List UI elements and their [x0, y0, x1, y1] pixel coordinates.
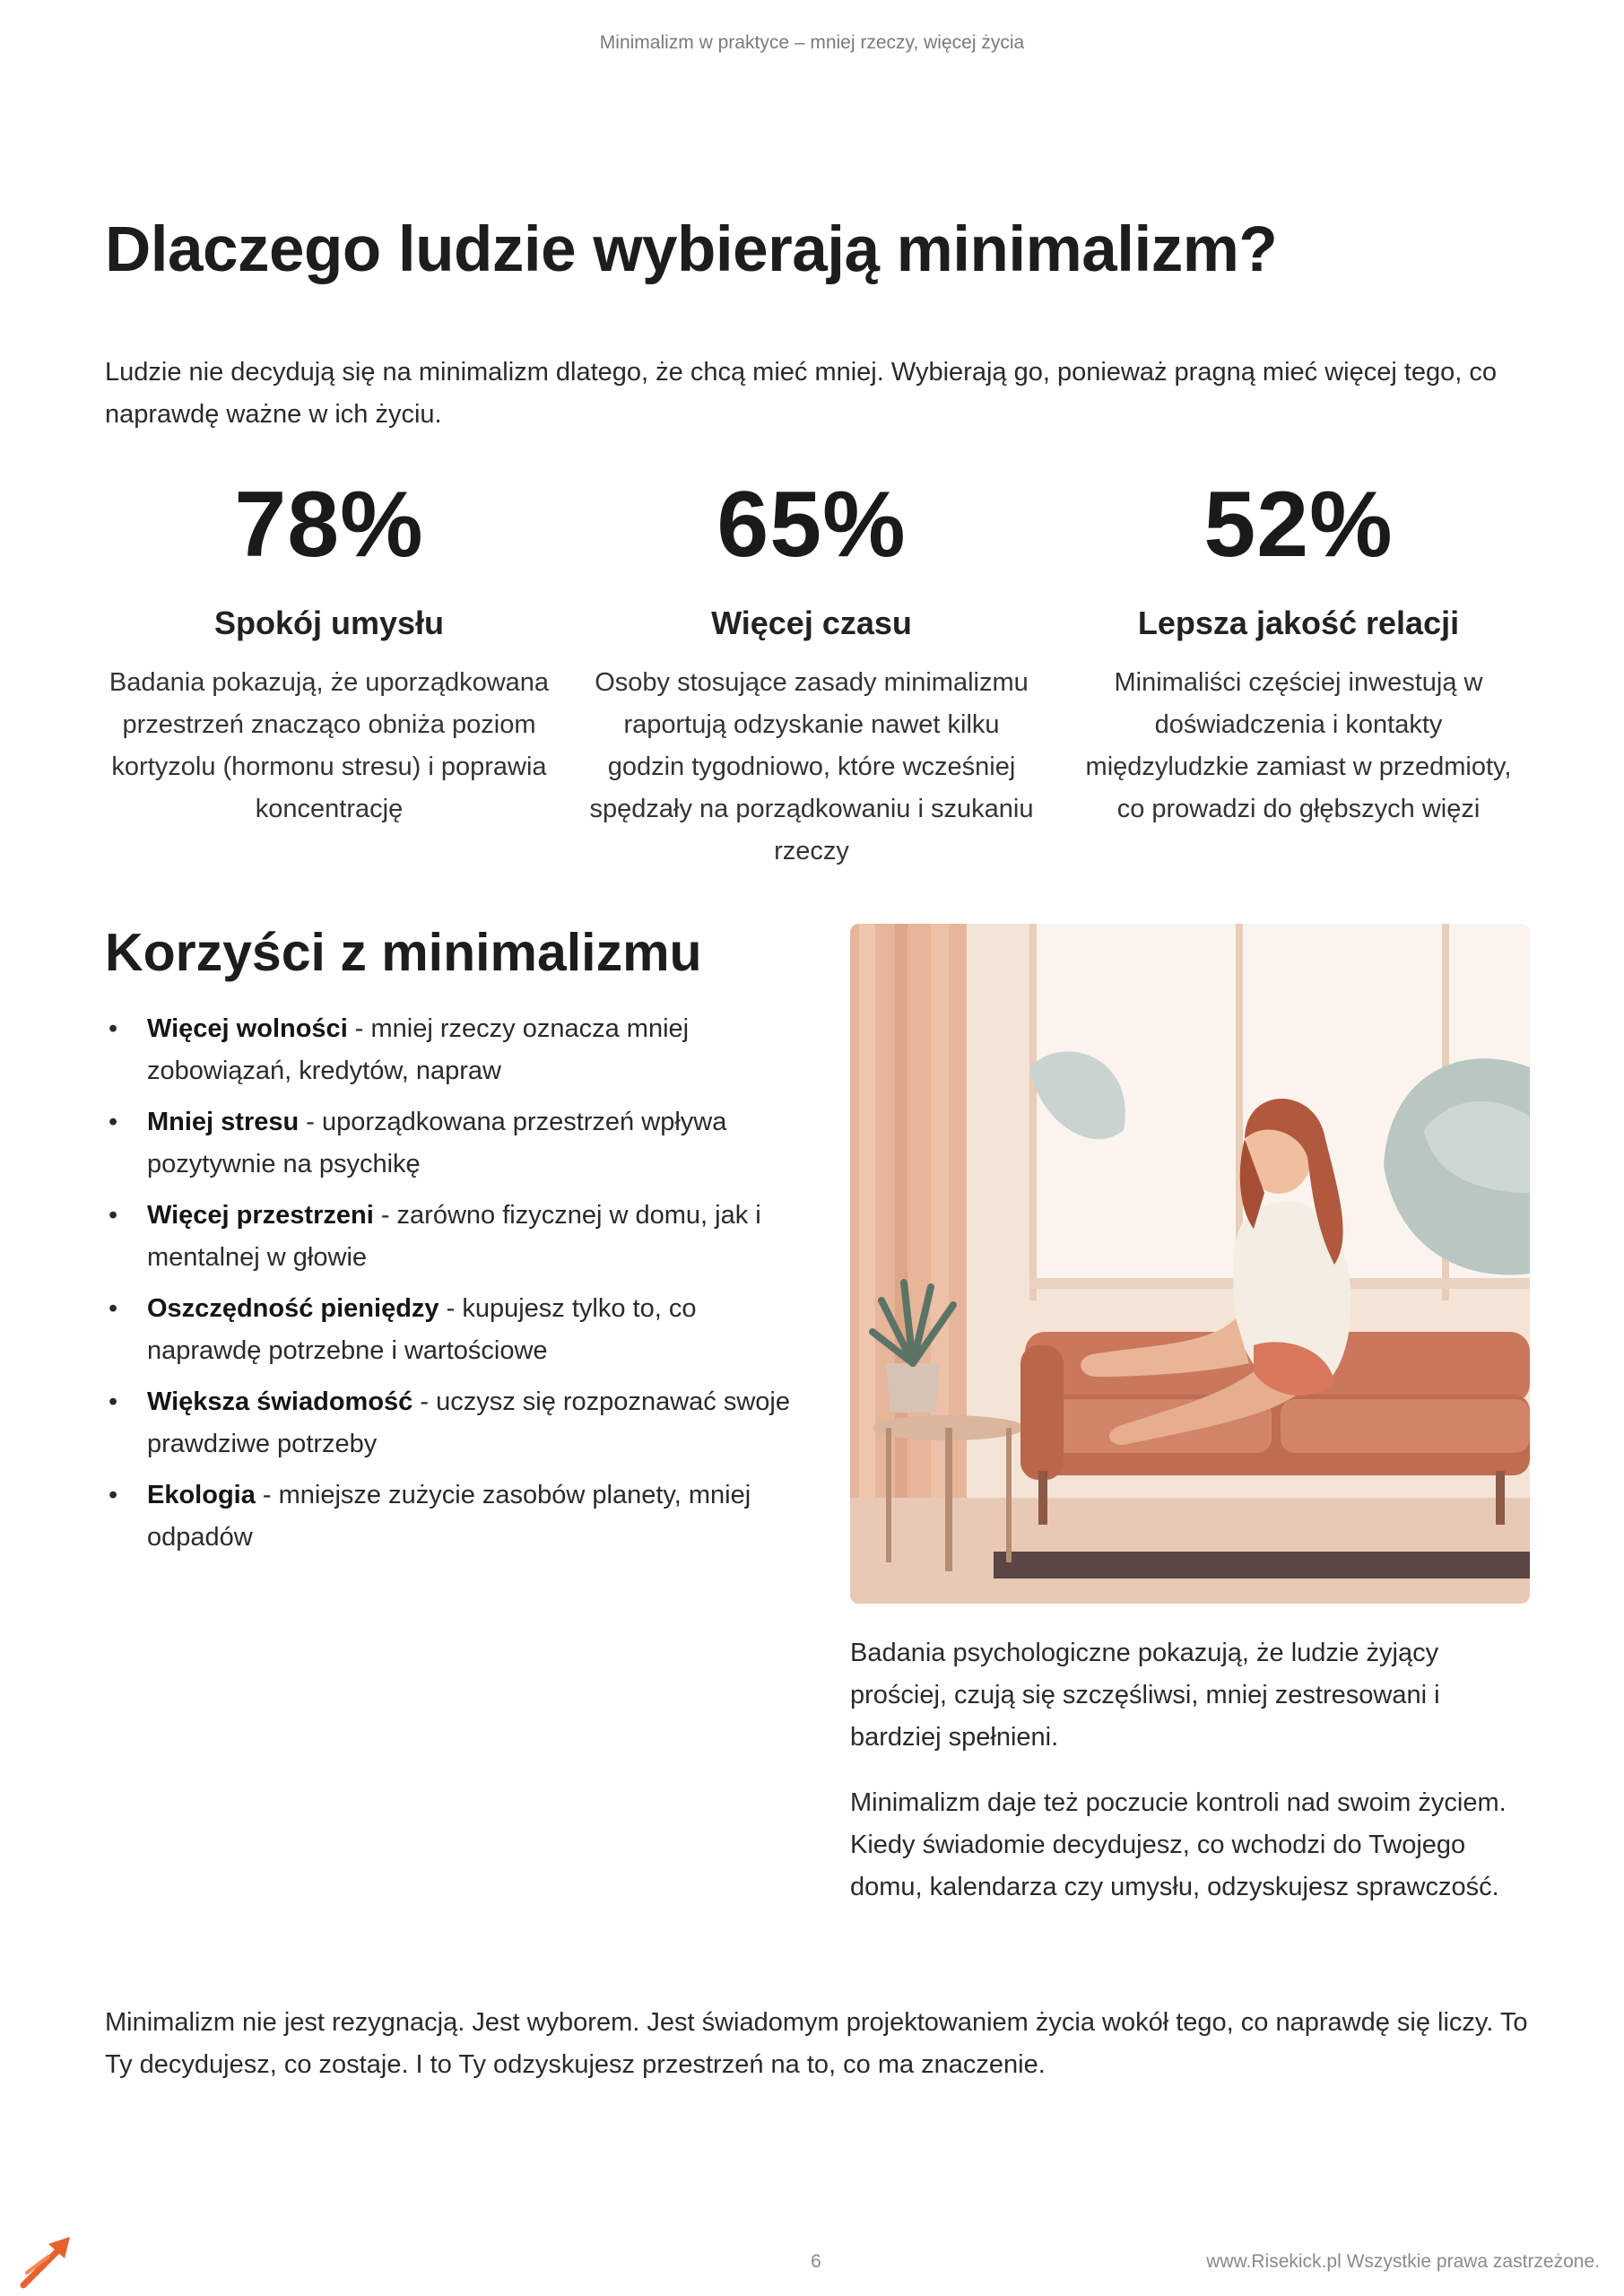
benefit-term: Ekologia: [147, 1481, 256, 1509]
list-item: [105, 1101, 804, 1186]
benefit-text: - mniejsze zużycie zasobów planety, mniej odpadów: [147, 1481, 751, 1552]
benefit-text: - zarówno fizycznej w domu, jak i mentalnej w głowie: [147, 1201, 761, 1272]
benefit-text: - mniej rzeczy oznacza mniej zobowiązań, kredytów, napraw: [147, 1014, 690, 1085]
benefit-text: - uczysz się rozpoznawać swoje prawdziwe potrzeby: [147, 1387, 790, 1458]
list-item: [105, 1195, 804, 1279]
bullet: •: [109, 1014, 118, 1043]
list-item: [105, 1008, 804, 1092]
side-paragraph: Badania psychologiczne pokazują, że ludzie żyjący prościej, czują się szczęśliwsi, mniej zestresowani i bardziej spełnieni.: [850, 1639, 1440, 1752]
stat-value: 52%: [1203, 473, 1394, 577]
stat-value: 78%: [234, 473, 424, 577]
benefit-term: Większa świadomość: [147, 1387, 413, 1416]
stat-label: Spokój umysłu: [213, 604, 445, 641]
bullet: •: [109, 1201, 118, 1230]
stat-description: Minimaliści częściej inwestują w doświadczenia i kontakty międzyludzkie zamiast w przedmioty, co prowadzi do głębszych więzi: [1085, 668, 1512, 823]
page-title: Dlaczego ludzie wybierają minimalizm?: [105, 214, 1278, 285]
benefits-list: [105, 1008, 804, 1568]
benefit-text: - uporządkowana przestrzeń wpływa pozytywnie na psychikę: [147, 1108, 727, 1178]
benefits-heading: Korzyści z minimalizmu: [105, 923, 702, 982]
stat-label: Więcej czasu: [711, 604, 912, 641]
bullet: •: [109, 1294, 118, 1323]
bullet: •: [109, 1387, 118, 1416]
footer-copyright: www.Risekick.pl Wszystkie prawa zastrzeżone.: [1206, 2251, 1600, 2272]
benefit-term: Więcej wolności: [147, 1014, 348, 1043]
stat-more-time: [587, 466, 1036, 873]
side-paragraph: Minimalizm daje też poczucie kontroli nad swoim życiem. Kiedy świadomie decydujesz, co wchodzi do Twojego domu, kalendarza czy umysłu, odzyskujesz sprawczość.: [850, 1788, 1507, 1901]
intro-paragraph: Ludzie nie decydują się na minimalizm dlatego, że chcą mieć mniej. Wybierają go, ponieważ pragną mieć więcej tego, co naprawdę ważne w ich życiu.: [105, 358, 1498, 429]
stat-peace-of-mind: [105, 466, 553, 831]
stat-value: 65%: [716, 473, 907, 577]
benefit-term: Mniej stresu: [147, 1108, 300, 1136]
stat-description: Badania pokazują, że uporządkowana przestrzeń znacząco obniża poziom kortyzolu (hormonu stresu) i poprawia koncentrację: [109, 668, 550, 823]
woman-on-sofa-illustration: [850, 924, 1530, 1604]
stat-description: Osoby stosujące zasady minimalizmu raportują odzyskanie nawet kilku godzin tygodniowo, które wcześniej spędzały na porządkowaniu i szukaniu rzeczy: [589, 668, 1034, 865]
page-number: 6: [811, 2251, 821, 2272]
running-header: Minimalizm w praktyce – mniej rzeczy, więcej życia: [599, 32, 1025, 53]
rising-arrow-logo-icon: [18, 2231, 75, 2289]
list-item: [105, 1381, 804, 1465]
benefit-text: - kupujesz tylko to, co naprawdę potrzebne i wartościowe: [147, 1294, 697, 1365]
benefit-term: Więcej przestrzeni: [147, 1201, 374, 1230]
stat-better-relations: [1074, 466, 1523, 831]
bullet: •: [109, 1481, 118, 1509]
closing-paragraph: Minimalizm nie jest rezygnacją. Jest wyborem. Jest świadomym projektowaniem życia wokół tego, co naprawdę się liczy. To Ty decydujesz, co zostaje. I to Ty odzyskujesz przestrzeń na to, co ma znaczenie.: [105, 2008, 1528, 2079]
list-item: [105, 1288, 804, 1372]
stat-label: Lepsza jakość relacji: [1137, 604, 1460, 641]
bullet: •: [109, 1108, 118, 1136]
list-item: [105, 1474, 804, 1559]
benefit-term: Oszczędność pieniędzy: [147, 1294, 439, 1323]
